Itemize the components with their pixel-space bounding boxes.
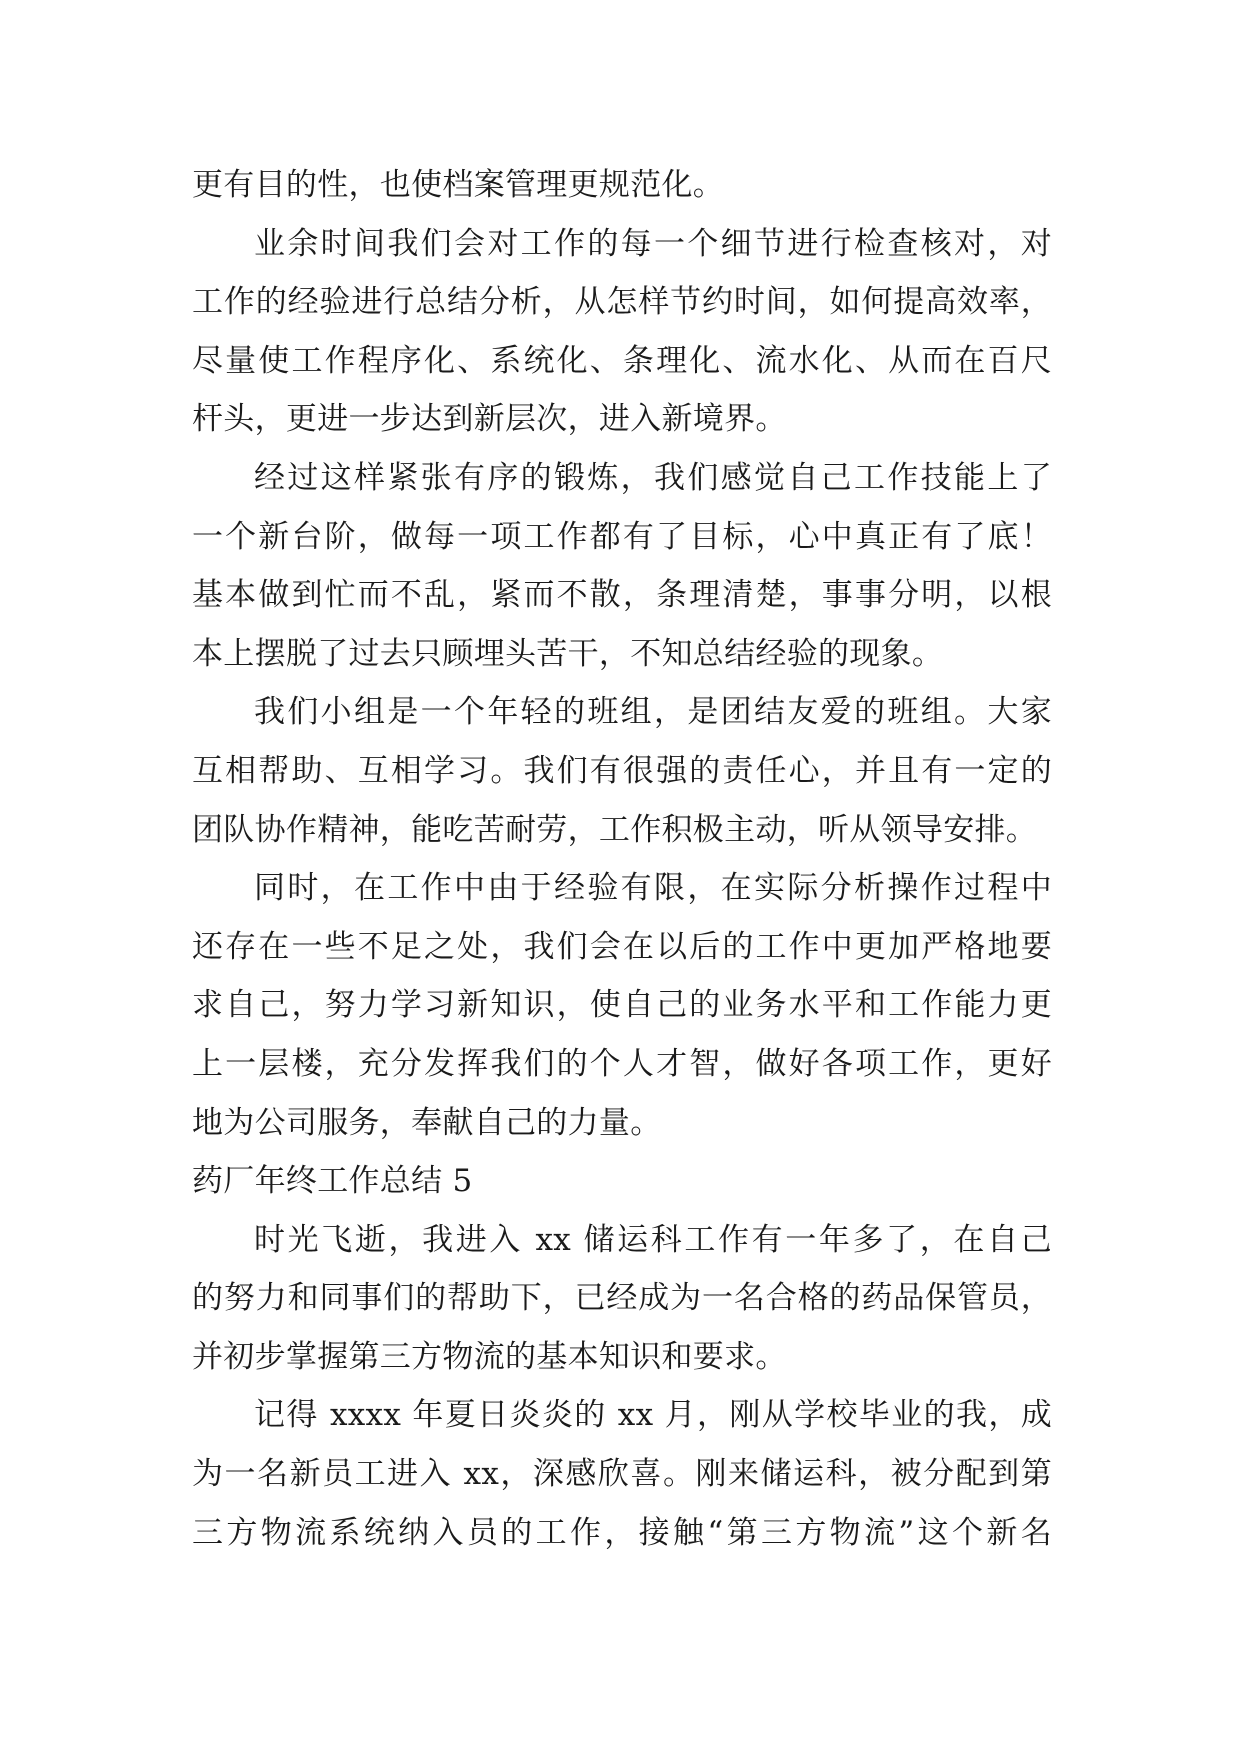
section-heading: 药厂年终工作总结 5 — [192, 1163, 473, 1200]
text-line: 工作的经验进行总结分析，从怎样节约时间，如何提高效率， — [192, 284, 1052, 321]
text-line: 三方物流系统纳入员的工作，接触“第三方物流”这个新名 — [192, 1514, 1052, 1551]
text-line: 更有目的性，也使档案管理更规范化。 — [192, 167, 725, 203]
document-body — [192, 156, 1052, 1562]
paragraph-first-line: 记得 xxxx 年夏日炎炎的 xx 月，刚从学校毕业的我，成 — [254, 1397, 1052, 1434]
text-line: 并初步掌握第三方物流的基本知识和要求。 — [192, 1338, 787, 1375]
text-line: 地为公司服务，奉献自己的力量。 — [192, 1104, 662, 1141]
text-line: 为一名新员工进入 xx，深感欣喜。刚来储运科，被分配到第 — [192, 1456, 1052, 1493]
text-line: 尽量使工作程序化、系统化、条理化、流水化、从而在百尺 — [192, 342, 1052, 379]
text-line: 上一层楼，充分发挥我们的个人才智，做好各项工作，更好 — [192, 1045, 1052, 1082]
paragraph-first-line: 同时，在工作中由于经验有限，在实际分析操作过程中 — [254, 870, 1052, 907]
text-line: 团队协作精神，能吃苦耐劳，工作积极主动，听从领导安排。 — [192, 811, 1038, 848]
text-line: 互相帮助、互相学习。我们有很强的责任心，并且有一定的 — [192, 752, 1052, 789]
paragraph-first-line: 时光飞逝，我进入 xx 储运科工作有一年多了，在自己 — [254, 1221, 1052, 1258]
text-line: 基本做到忙而不乱，紧而不散，条理清楚，事事分明，以根 — [192, 577, 1052, 614]
paragraph-first-line: 我们小组是一个年轻的班组，是团结友爱的班组。大家 — [254, 694, 1052, 731]
text-line: 还存在一些不足之处，我们会在以后的工作中更加严格地要 — [192, 928, 1052, 965]
text-line: 一个新台阶，做每一项工作都有了目标，心中真正有了底！ — [192, 518, 1052, 555]
text-line: 的努力和同事们的帮助下，已经成为一名合格的药品保管员， — [192, 1280, 1052, 1317]
text-line: 求自己，努力学习新知识，使自己的业务水平和工作能力更 — [192, 987, 1052, 1024]
paragraph-first-line: 经过这样紧张有序的锻炼，我们感觉自己工作技能上了 — [254, 459, 1052, 496]
paragraph-first-line: 业余时间我们会对工作的每一个细节进行检查核对，对 — [254, 225, 1052, 262]
text-line: 杆头，更进一步达到新层次，进入新境界。 — [192, 401, 787, 438]
text-line: 本上摆脱了过去只顾埋头苦干，不知总结经验的现象。 — [192, 635, 944, 672]
